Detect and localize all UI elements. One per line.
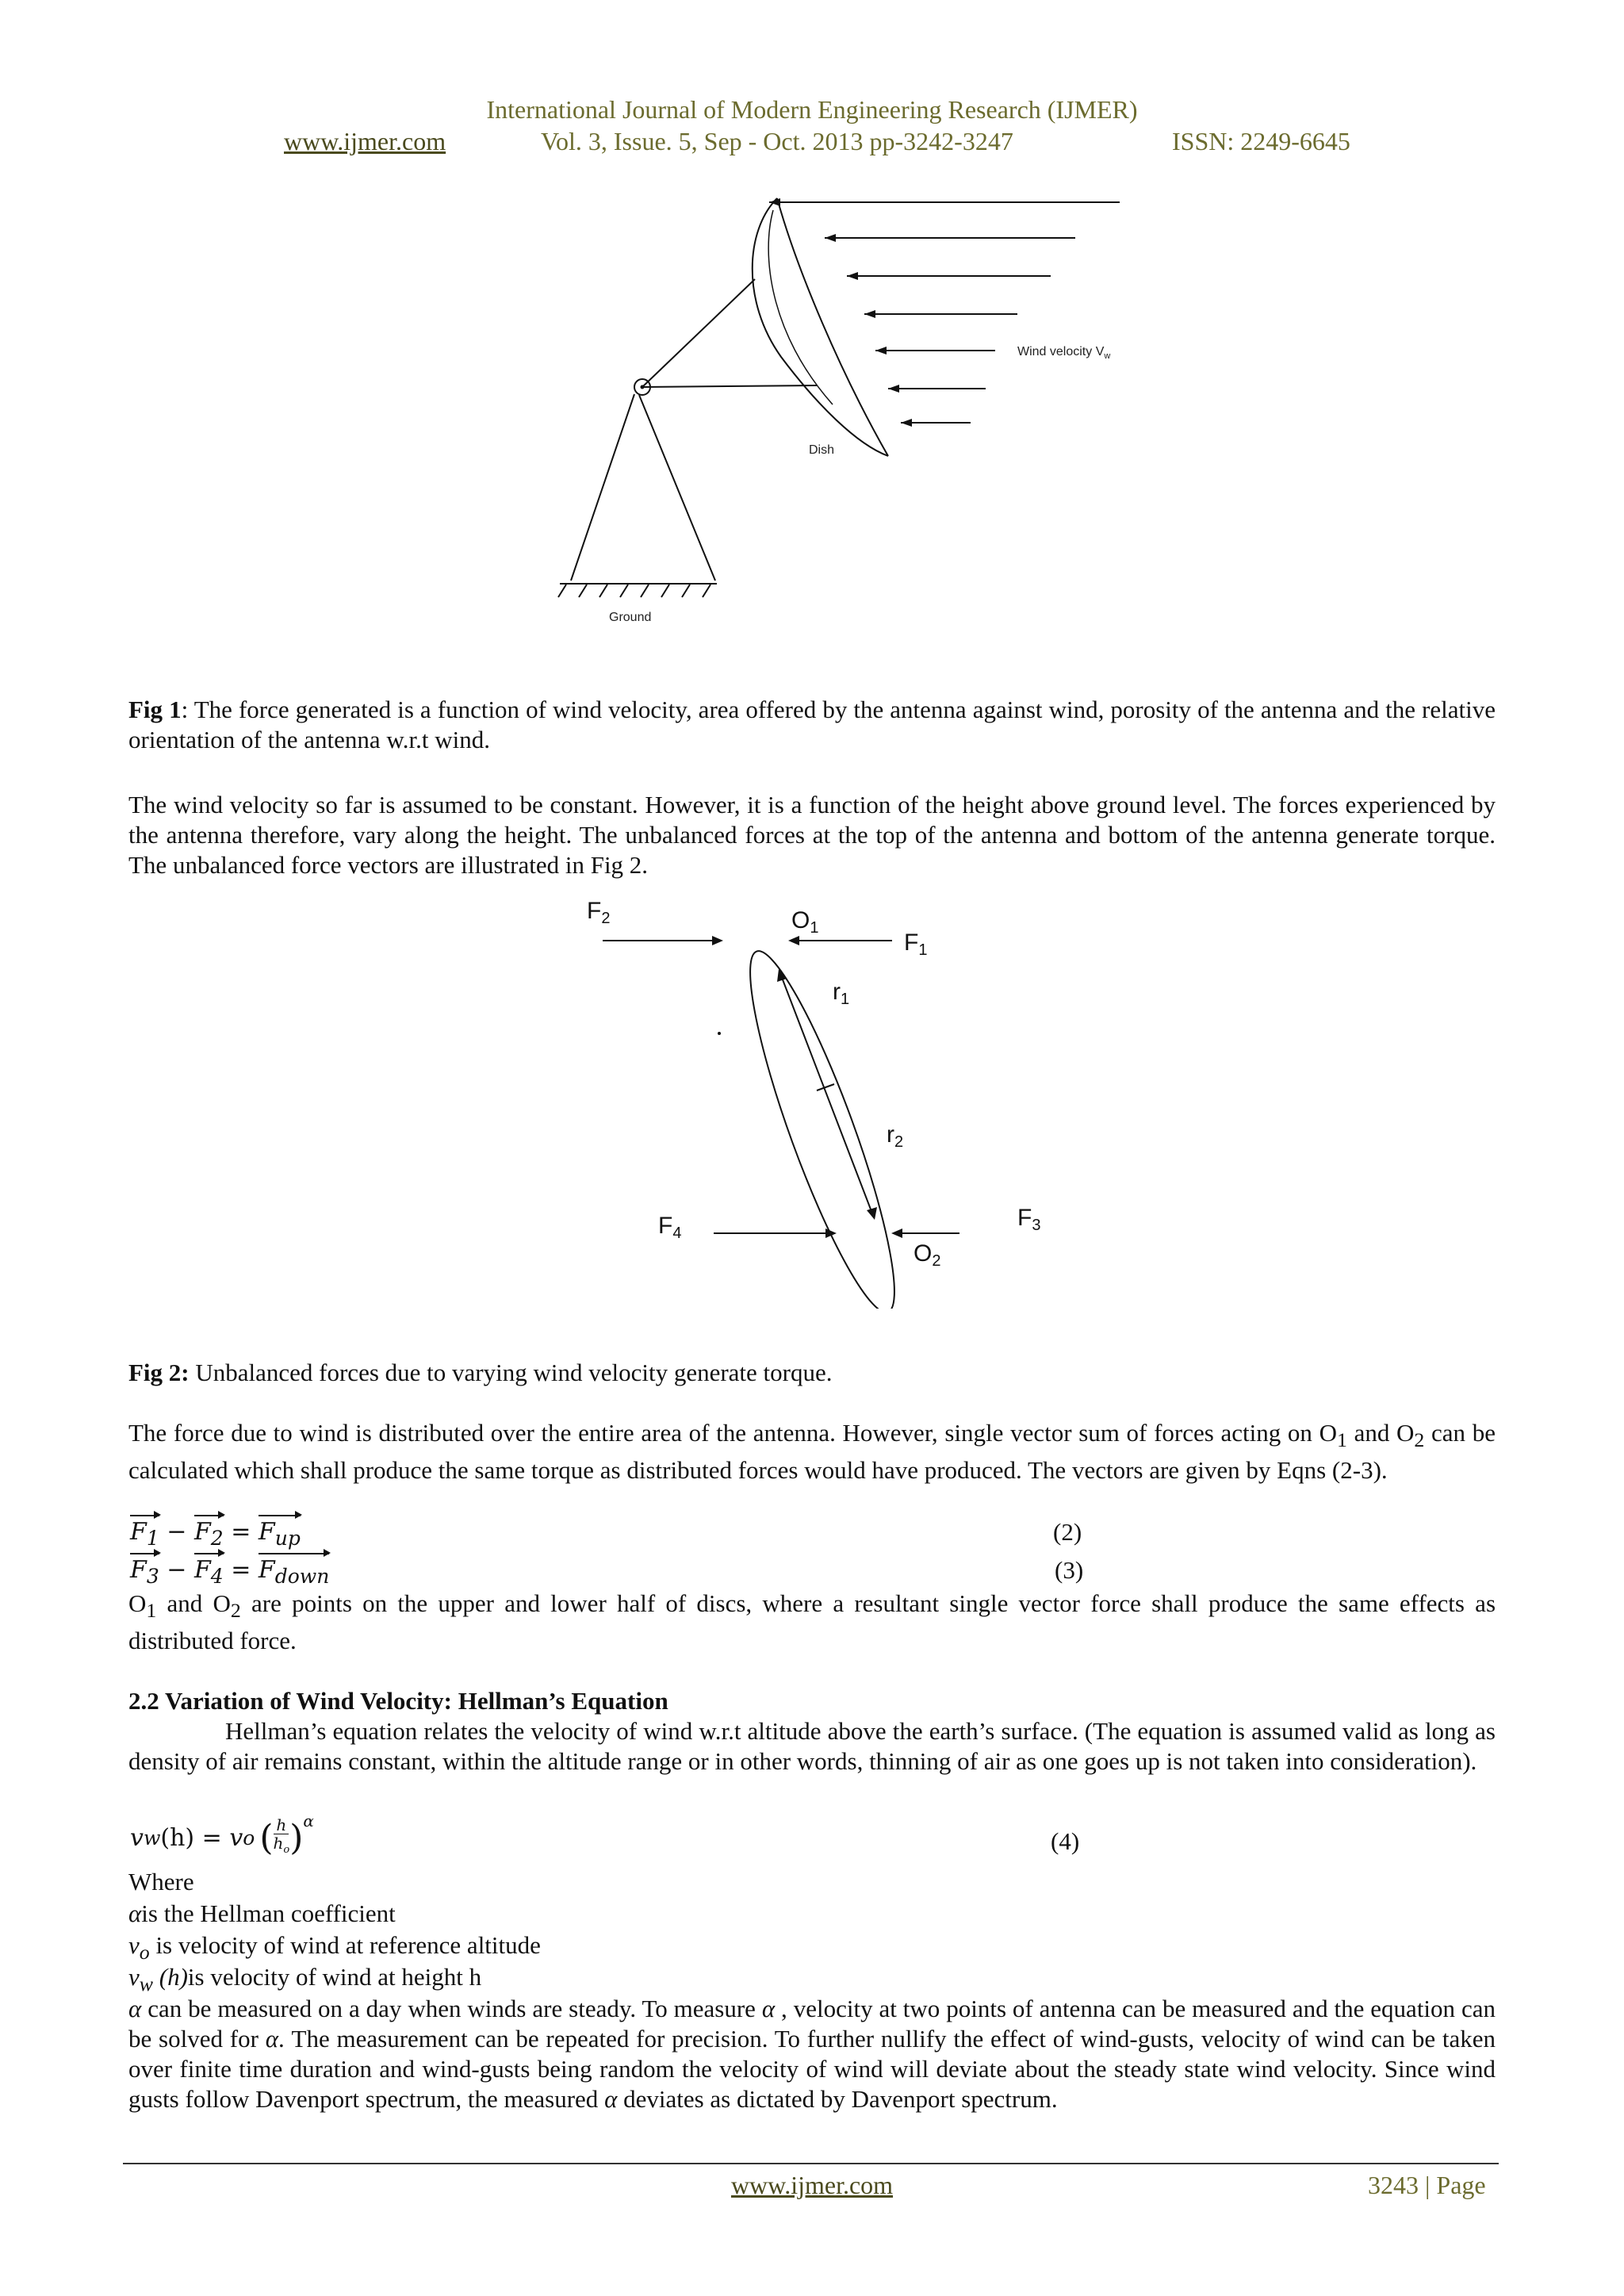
strut-upper [642, 279, 755, 387]
radius-arrow-line [781, 976, 872, 1213]
arrowhead-2 [825, 234, 836, 242]
label-f4: $F_4$ [658, 1213, 682, 1242]
where-vo: $v_o$ is velocity of wind at reference altitude [128, 1931, 541, 1964]
arrowhead-5 [875, 347, 887, 355]
figure-2-caption [128, 1358, 1496, 1388]
pivot-dot [641, 385, 645, 389]
footer-url-link[interactable]: www.ijmer.com [730, 2171, 894, 2199]
r2-arrowhead [867, 1207, 877, 1220]
paragraph-wind-velocity: The wind velocity so far is assumed to be constant. However, it is a function of the height above ground level. The forces experienced by the antenna therefore, vary along the height. The unbalanced forces at the top of the antenna and bottom of the antenna generate torque. The unbalanced force vectors are illustrated in Fig 2. [128, 791, 1496, 879]
equation-3-number: (3) [1055, 1556, 1084, 1584]
dish-label: Dish [809, 443, 835, 457]
figure-1-caption-text: : The force generated is a function of wind velocity, area offered by the antenna against wind, porosity of the antenna and the relative orientation of the antenna w.r.t wind. [128, 696, 1496, 753]
section-heading-2-2: 2.2 Variation of Wind Velocity: Hellman’s Equation [128, 1687, 668, 1715]
footer-page-number: 3243 | Page [1368, 2171, 1486, 2199]
arrowhead-7 [901, 419, 912, 427]
label-f2: $F_2$ [587, 898, 611, 927]
equation-4-number: (4) [1051, 1827, 1080, 1855]
label-o2: $O_2$ [914, 1240, 941, 1270]
ground-hatching [558, 585, 710, 597]
figure-1-antenna-diagram [0, 0, 1624, 650]
f1-arrowhead [788, 936, 799, 945]
label-f1: $F_1$ [904, 930, 928, 959]
arrowhead-6 [888, 385, 899, 393]
figure-1-caption-label: Fig 1 [128, 696, 182, 723]
f3-arrowhead [891, 1228, 902, 1238]
footer-rule [123, 2163, 1499, 2164]
equation-2: $F_1 - F_2 = F_{up}$ [130, 1518, 301, 1550]
label-r1: $r_1$ [833, 979, 850, 1008]
paragraph-hellman: Hellman’s equation relates the velocity of wind w.r.t altitude above the earth’s surface. (The equation is assumed valid as long as density of air remains constant, within the altitude range or in other words, thinning of air as one goes up is not taken into consideration). [128, 1717, 1496, 1775]
equation-2-number: (2) [1053, 1518, 1082, 1546]
arrowhead-4 [864, 310, 875, 318]
stray-dot [718, 1032, 721, 1035]
strut-lower [642, 385, 817, 387]
where-alpha: αis the Hellman coefficient [128, 1899, 396, 1927]
paragraph-vector-sum: The force due to wind is distributed over the entire area of the antenna. However, single vector sum of forces acting on $O_1$ and $O_2$ can be calculated which shall produce the same torque as distributed forces would have produced. The vectors are given by Eqns (2-3). [128, 1419, 1496, 1485]
journal-title: International Journal of Modern Engineering Research (IJMER) [486, 95, 1138, 124]
tripod-leg-right [639, 395, 715, 581]
arrowhead-3 [847, 272, 858, 280]
label-f3: $F_3$ [1017, 1205, 1041, 1234]
equation-3: $F_3 - F_4 = F_{down}$ [130, 1556, 330, 1588]
figure-1-caption [128, 695, 1496, 755]
header-volume: Vol. 3, Issue. 5, Sep - Oct. 2013 pp-3242-3247 [541, 127, 1013, 155]
figure-2-force-diagram [0, 888, 1624, 1309]
tripod-leg-left [571, 394, 634, 581]
where-label: Where [128, 1868, 194, 1895]
header-url-link[interactable]: www.ijmer.com [284, 127, 446, 155]
label-o1: $O_1$ [791, 907, 819, 937]
label-r2: $r_2$ [887, 1121, 904, 1151]
wind-velocity-label: Wind velocity $V_w$ [1017, 345, 1111, 361]
ground-label: Ground [609, 611, 652, 624]
f2-arrowhead [712, 936, 723, 945]
header-issn: ISSN: 2249-6645 [1172, 127, 1350, 155]
dish-inner-line [768, 210, 833, 404]
where-vw: $v_w$ (h)is velocity of wind at height h [128, 1963, 482, 1996]
paragraph-o1-o2: $O_1$ and $O_2$ are points on the upper and lower half of discs, where a resultant single vector force shall produce the same effects as distributed force. [128, 1589, 1496, 1655]
paragraph-alpha-measurement: α can be measured on a day when winds are steady. To measure α , velocity at two points of antenna can be measured and the equation can be solved for α. The measurement can be repeated for precision. To further nullify the effect of wind-gusts, velocity of wind can be taken over finite time duration and wind-gusts being random the velocity of wind will deviate about the steady state wind velocity. Since wind gusts follow Davenport spectrum, the measured α deviates as dictated by Davenport spectrum. [128, 1995, 1496, 2113]
figure-2-caption-label: Fig 2: [128, 1359, 190, 1386]
equation-4: v w (h) = v o ( h $h_o$ ) $^\alpha$ [130, 1811, 314, 1858]
figure-2-caption-text: Unbalanced forces due to varying wind velocity generate torque. [189, 1359, 833, 1386]
